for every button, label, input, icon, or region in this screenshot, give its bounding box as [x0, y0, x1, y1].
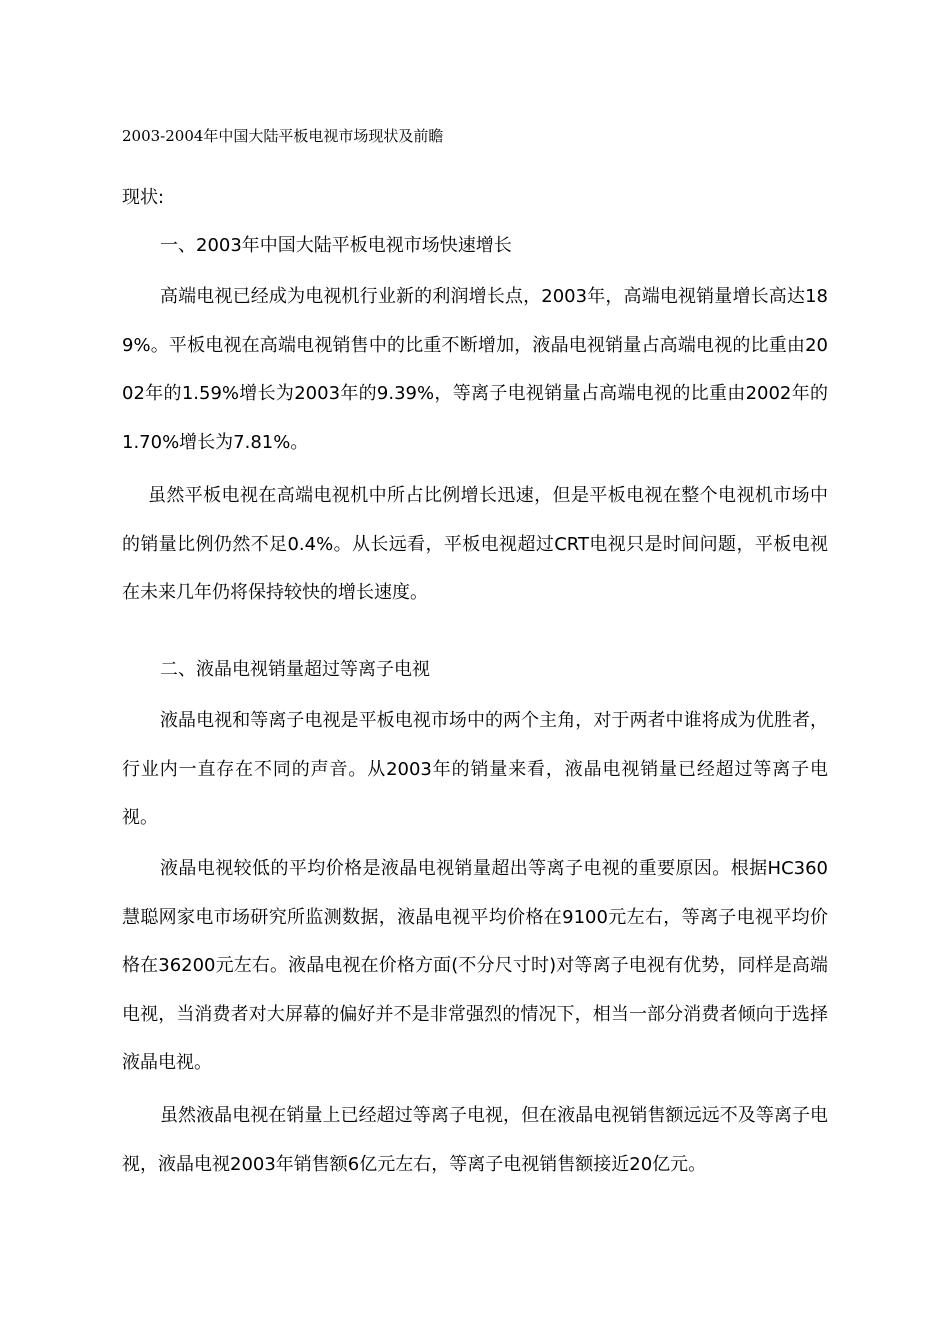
status-label: 现状:	[122, 187, 165, 208]
document-title: 2003-2004年中国大陆平板电视市场现状及前瞻	[122, 127, 444, 145]
section2-paragraph-3: 虽然液晶电视在销量上已经超过等离子电视，但在液晶电视销售额远远不及等离子电视，液晶电视2003年销售额6亿元左右，等离子电视销售额接近20亿元。	[122, 1105, 828, 1175]
section2-heading: 二、液晶电视销量超过等离子电视	[160, 659, 430, 680]
section1-heading: 一、2003年中国大陆平板电视市场快速增长	[160, 235, 512, 256]
section2-paragraph-2: 液晶电视较低的平均价格是液晶电视销量超出等离子电视的重要原因。根据HC360慧聪网家电市场研究所监测数据，液晶电视平均价格在9100元左右，等离子电视平均价格在36200元左右。液晶电视在价格方面(不分尺寸时)对等离子电视有优势，同样是高端电视，当消费者对大屏幕的偏好并不是非常强烈的情况下，相当一部分消费者倾向于选择液晶电视。	[122, 858, 828, 1073]
section1-paragraph-2: 虽然平板电视在高端电视机中所占比例增长迅速，但是平板电视在整个电视机市场中的销量比例仍然不足0.4%。从长远看，平板电视超过CRT电视只是时间问题，平板电视在未来几年仍将保持较快的增长速度。	[122, 485, 828, 603]
section1-paragraph-1: 高端电视已经成为电视机行业新的利润增长点，2003年，高端电视销量增长高达189%。平板电视在高端电视销售中的比重不断增加，液晶电视销量占高端电视的比重由2002年的1.59%增长为2003年的9.39%，等离子电视销量占高端电视的比重由2002年的1.70%增长为7.81%。	[122, 286, 828, 453]
section2-paragraph-1: 液晶电视和等离子电视是平板电视市场中的两个主角，对于两者中谁将成为优胜者，行业内一直存在不同的声音。从2003年的销量来看，液晶电视销量已经超过等离子电视。	[122, 710, 828, 828]
